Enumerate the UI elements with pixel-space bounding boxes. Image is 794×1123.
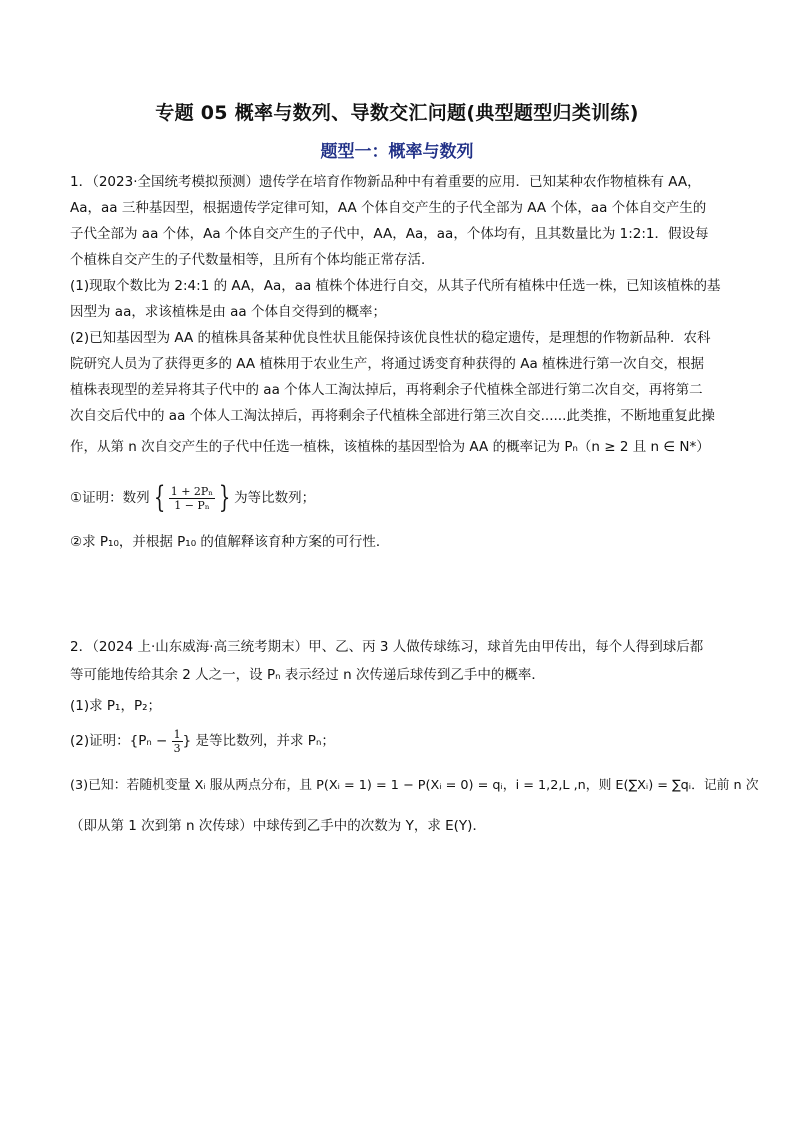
q2-part3-line-2: （即从第 1 次到第 n 次传球）中球传到乙手中的次数为 Y，求 E(Y)． [70, 818, 486, 834]
q1-line-2: Aa，aa 三种基因型，根据遗传学定律可知，AA 个体自交产生的子代全部为 AA 个体，aa 个体自交产生的 [70, 200, 707, 216]
q1-part2-line-5: 作，从第 n 次自交产生的子代中任选一植株，该植株的基因型恰为 AA 的概率记为 Pₙ（n ≥ 2 且 n ∈ N*） [70, 439, 710, 455]
q1-part2-line-3: 植株表现型的差异将其子代中的 aa 个体人工淘汰掉后，再将剩余子代植株全部进行第二次自交，再将第二 [70, 382, 703, 398]
q1-part-a-prefix: ①证明：数列 [70, 490, 150, 506]
q2-line-2: 等可能地传给其余 2 人之一，设 Pₙ 表示经过 n 次传递后球传到乙手中的概率． [70, 667, 545, 683]
q1-line-3: 子代全部为 aa 个体，Aa 个体自交产生的子代中，AA，Aa，aa，个体均有，且其数量比为 1:2:1．假设每 [70, 226, 709, 242]
q1-sequence-fraction [169, 485, 215, 512]
page-title: 专题 05 概率与数列、导数交汇问题(典型题型归类训练) [155, 102, 639, 124]
fraction-denominator: 3 [173, 741, 181, 755]
q1-line-1: 1．（2023·全国统考模拟预测）遗传学在培育作物新品种中有着重要的应用．已知某种农作物植株有 AA， [70, 174, 701, 190]
q2-part1: (1)求 P₁，P₂； [70, 698, 162, 714]
q1-part-a [70, 482, 315, 514]
q1-part-a-suffix: 为等比数列； [234, 490, 316, 506]
fraction-numerator: 1 + 2Pₙ [170, 484, 214, 498]
q1-part2-line-1: (2)已知基因型为 AA 的植株具备某种优良性状且能保持该优良性状的稳定遗传，是理想的作物新品种．农科 [70, 330, 711, 346]
q1-part2-line-2: 院研究人员为了获得更多的 AA 植株用于农业生产，将通过诱变育种获得的 Aa 植株进行第一次自交，根据 [70, 356, 705, 372]
right-brace-icon: } [218, 480, 231, 515]
q1-part1-line-1: (1)现取个数比为 2:4:1 的 AA，Aa，aa 植株个体进行自交，从其子代所有植株中任选一株，已知该植株的基 [70, 278, 721, 294]
left-brace-icon: { [153, 480, 165, 515]
q2-part2-fraction [172, 728, 183, 755]
q1-line-4: 个植株自交产生的子代数量相等，且所有个体均能正常存活． [70, 252, 435, 268]
fraction-numerator: 1 [173, 727, 181, 741]
q1-part-b: ②求 P₁₀，并根据 P₁₀ 的值解释该育种方案的可行性． [70, 534, 390, 550]
q2-part2-suffix: } 是等比数列，并求 Pₙ； [182, 733, 335, 749]
q2-part3-line-1: (3)已知：若随机变量 Xᵢ 服从两点分布，且 P(Xᵢ = 1) = 1 − P(Xᵢ = 0) = qᵢ，i = 1,2,L ,n，则 E(∑Xᵢ) = ∑qᵢ．记前 n 次 [70, 778, 759, 793]
section-title: 题型一：概率与数列 [320, 142, 474, 162]
q2-part2 [70, 726, 335, 756]
q1-part1-line-2: 因型为 aa，求该植株是由 aa 个体自交得到的概率； [70, 304, 386, 320]
q2-line-1: 2．（2024 上·山东威海·高三统考期末）甲、乙、丙 3 人做传球练习，球首先由甲传出，每个人得到球后都 [70, 639, 704, 655]
q1-part2-line-4: 次自交后代中的 aa 个体人工淘汰掉后，再将剩余子代植株全部进行第三次自交......此类推，不断地重复此操 [70, 408, 715, 424]
q2-part2-prefix: (2)证明：{Pₙ − [70, 733, 168, 749]
fraction-denominator: 1 − Pₙ [174, 498, 210, 512]
